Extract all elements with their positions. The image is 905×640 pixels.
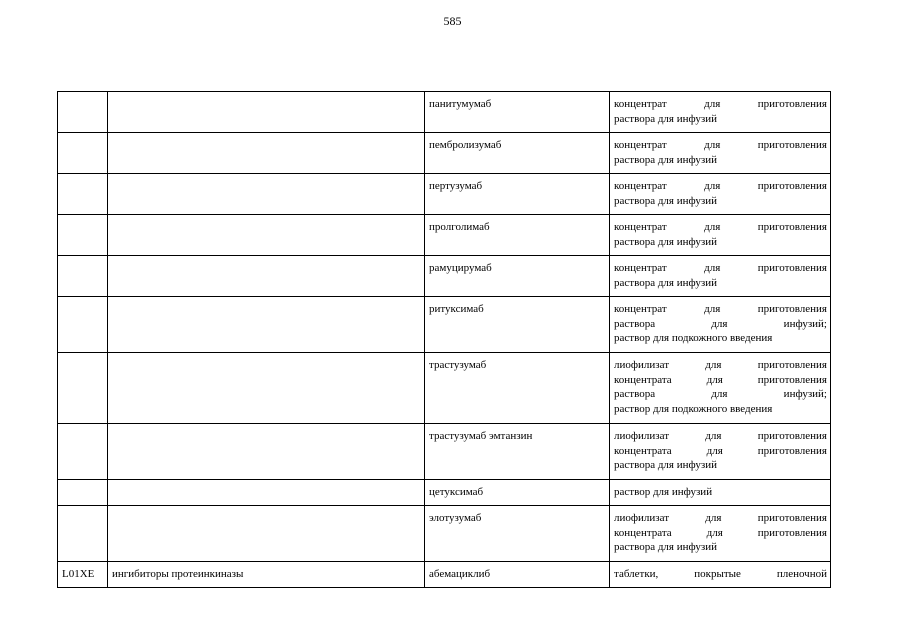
dosage-form-line: концентрат для приготовления [614, 98, 827, 110]
drug-name-cell: ритуксимаб [425, 297, 610, 353]
dosage-form-cell [610, 424, 831, 480]
group-cell [108, 353, 425, 424]
table-row [58, 297, 831, 353]
dosage-form-line: концентрат для приготовления [614, 262, 827, 274]
group-cell [108, 297, 425, 353]
drug-name-cell: цетуксимаб [425, 480, 610, 506]
table-row [58, 92, 831, 133]
drug-table-body [58, 92, 831, 588]
dosage-form-line: лиофилизат для приготовления [614, 430, 827, 442]
table-row [58, 133, 831, 174]
code-cell [58, 480, 108, 506]
dosage-form-cell [610, 562, 831, 588]
table-row [58, 424, 831, 480]
dosage-form-line: раствор для подкожного введения [614, 402, 773, 415]
drug-name-cell: пертузумаб [425, 174, 610, 215]
page-number: 585 [443, 14, 462, 28]
drug-name-cell: рамуцирумаб [425, 256, 610, 297]
drug-name-cell: пролголимаб [425, 215, 610, 256]
dosage-form-line: концентрата для приготовления [614, 373, 827, 386]
dosage-form-line: раствор для подкожного введения [614, 332, 773, 344]
dosage-form-line: раствора для инфузий [614, 235, 717, 248]
drug-name-cell: абемациклиб [425, 562, 610, 588]
dosage-form-cell [610, 297, 831, 353]
group-cell [108, 133, 425, 174]
code-cell [58, 256, 108, 297]
dosage-form-cell [610, 506, 831, 562]
table-row [58, 562, 831, 588]
code-cell [58, 133, 108, 174]
dosage-form-line: лиофилизат для приготовления [614, 512, 827, 524]
dosage-form-line: раствор для инфузий [614, 486, 713, 498]
dosage-form-line: лиофилизат для приготовления [614, 359, 827, 371]
dosage-form-line: раствора для инфузий [614, 541, 717, 553]
drug-name-cell: элотузумаб [425, 506, 610, 562]
dosage-form-line: концентрат для приготовления [614, 180, 827, 192]
dosage-form-cell [610, 215, 831, 256]
code-cell [58, 215, 108, 256]
dosage-form-line: раствора для инфузий [614, 459, 717, 471]
dosage-form-cell [610, 256, 831, 297]
table-row [58, 506, 831, 562]
code-cell [58, 353, 108, 424]
group-cell [108, 506, 425, 562]
drug-name-cell: пембролизумаб [425, 133, 610, 174]
dosage-form-line: концентрата для приготовления [614, 526, 827, 539]
group-cell [108, 424, 425, 480]
drug-name-cell: трастузумаб [425, 353, 610, 424]
group-cell: ингибиторы протеинкиназы [108, 562, 425, 588]
dosage-form-cell [610, 133, 831, 174]
code-cell [58, 297, 108, 353]
group-cell [108, 215, 425, 256]
dosage-form-line: раствора для инфузий [614, 112, 717, 125]
table-row [58, 215, 831, 256]
group-cell [108, 480, 425, 506]
code-cell [58, 506, 108, 562]
group-cell [108, 256, 425, 297]
dosage-form-line: концентрат для приготовления [614, 139, 827, 151]
code-cell: L01XE [58, 562, 108, 588]
code-cell [58, 174, 108, 215]
dosage-form-line: концентрат для приготовления [614, 303, 827, 315]
dosage-form-cell [610, 174, 831, 215]
dosage-form-line: раствора для инфузий [614, 276, 717, 289]
drug-name-cell: панитумумаб [425, 92, 610, 133]
dosage-form-line: концентрата для приготовления [614, 444, 827, 457]
table-row [58, 174, 831, 215]
dosage-form-cell [610, 480, 831, 506]
drug-table [57, 91, 831, 588]
dosage-form-line: раствора для инфузий; [614, 317, 827, 330]
dosage-form-line: концентрат для приготовления [614, 221, 827, 233]
dosage-form-line: раствора для инфузий [614, 153, 717, 166]
dosage-form-line: таблетки, покрытые пленочной [614, 568, 827, 580]
table-row [58, 353, 831, 424]
code-cell [58, 92, 108, 133]
dosage-form-line: раствора для инфузий; [614, 388, 827, 400]
code-cell [58, 424, 108, 480]
dosage-form-cell [610, 353, 831, 424]
group-cell [108, 92, 425, 133]
group-cell [108, 174, 425, 215]
table-row [58, 480, 831, 506]
table-row [58, 256, 831, 297]
dosage-form-cell [610, 92, 831, 133]
dosage-form-line: раствора для инфузий [614, 194, 717, 207]
drug-name-cell: трастузумаб эмтанзин [425, 424, 610, 480]
